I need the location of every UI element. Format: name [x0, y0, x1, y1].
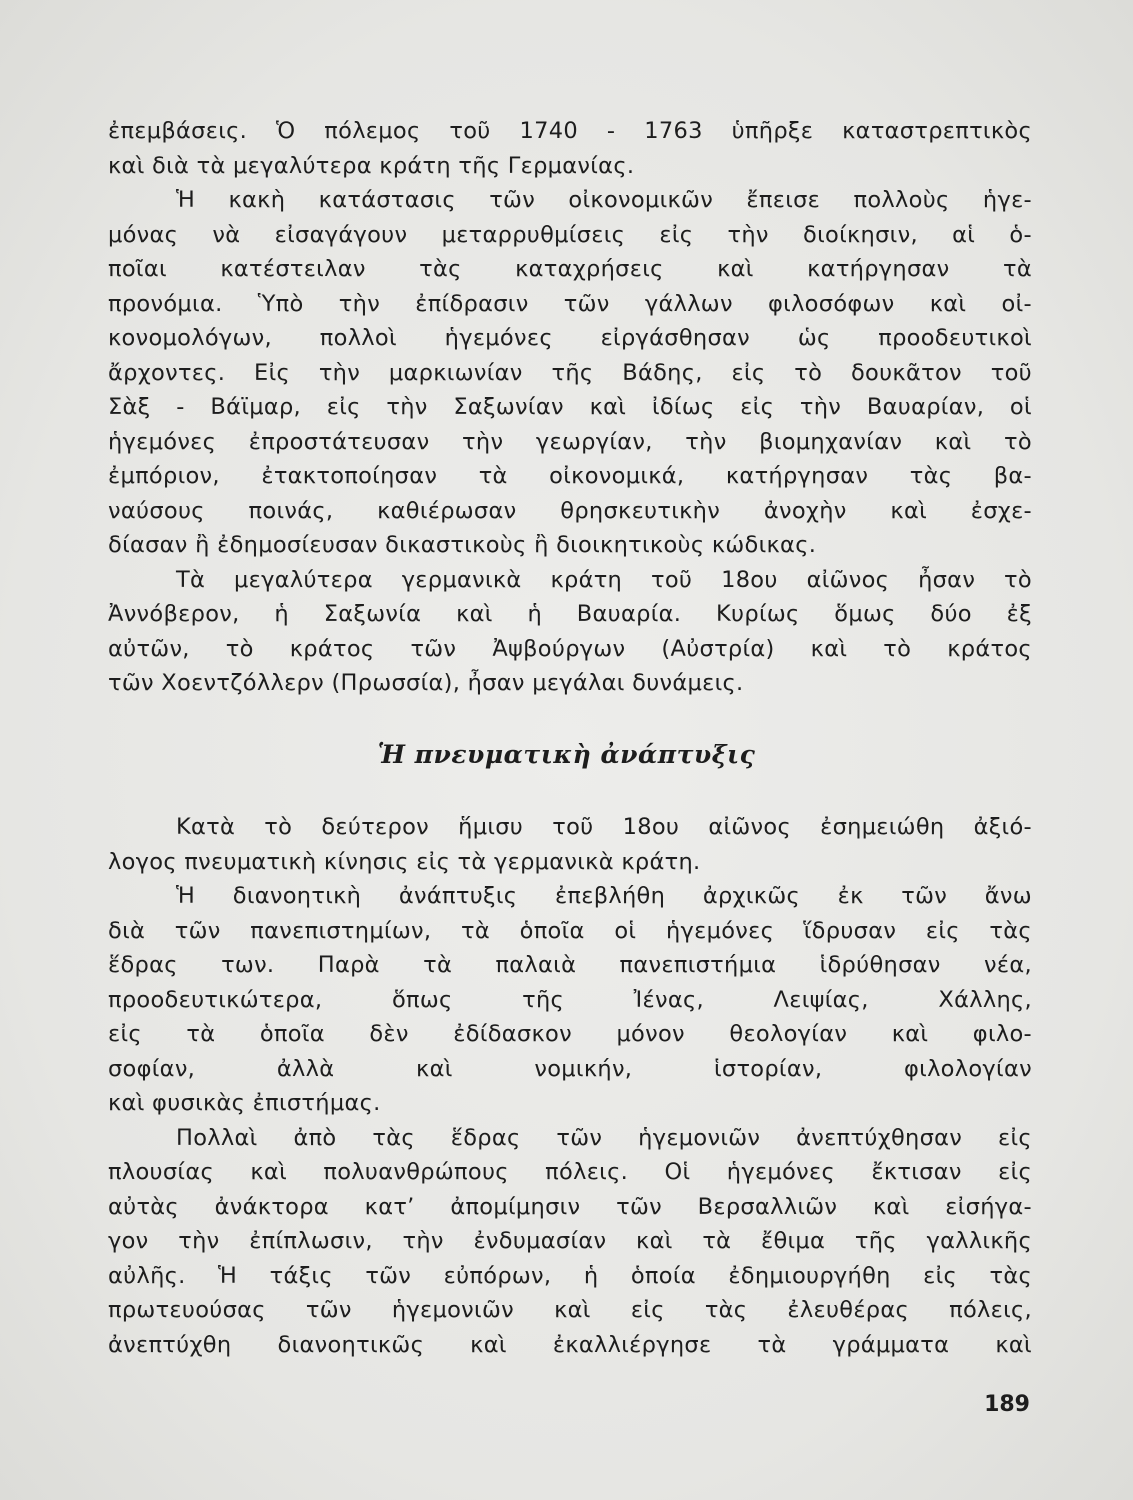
- paragraph-2-line-4: προνόμια. Ὑπὸ τὴν ἐπίδρασιν τῶν γάλλων φιλοσόφων καὶ οἰ-: [108, 290, 1032, 317]
- paragraph-6-line-6: πρωτευούσας τῶν ἡγεμονιῶν καὶ εἰς τὰς ἐλευθέρας πόλεις,: [108, 1297, 1032, 1323]
- paragraph-5-line-3: ἕδρας των. Παρὰ τὰ παλαιὰ πανεπιστήμια ἱδρύθησαν νέα,: [108, 952, 1032, 978]
- paragraph-2-line-8: ἡγεμόνες ἐπροστάτευσαν τὴν γεωργίαν, τὴν βιομηχανίαν καὶ τὸ: [108, 428, 1032, 455]
- paragraph-2-line-7: Σὰξ - Βάϊμαρ, εἰς τὴν Σαξωνίαν καὶ ἰδίως εἰς τὴν Βαυαρίαν, οἱ: [108, 394, 1032, 420]
- paragraph-2-line-1: Ἡ κακὴ κατάστασις τῶν οἰκονομικῶν ἔπεισε πολλοὺς ἡγε-: [176, 187, 1032, 213]
- paragraph-3-line-2: Ἀννόβερον, ἡ Σαξωνία καὶ ἡ Βαυαρία. Κυρίως ὅμως δύο ἐξ: [108, 601, 1032, 627]
- paragraph-2-line-5: κονομολόγων, πολλοὶ ἡγεμόνες εἰργάσθησαν ὡς προοδευτικοὶ: [108, 325, 1032, 351]
- paragraph-2-line-11: δίασαν ἢ ἐδημοσίευσαν δικαστικοὺς ἢ διοικητικοὺς κώδικας.: [108, 532, 817, 558]
- paragraph-4-line-1: Κατὰ τὸ δεύτερον ἥμισυ τοῦ 18ου αἰῶνος ἐσημειώθη ἀξιό-: [176, 814, 1032, 840]
- paragraph-1-line-2: καὶ διὰ τὰ μεγαλύτερα κράτη τῆς Γερμανίας.: [108, 152, 635, 179]
- paragraph-6-line-4: γον τὴν ἐπίπλωσιν, τὴν ἐνδυμασίαν καὶ τὰ ἔθιμα τῆς γαλλικῆς: [108, 1228, 1032, 1254]
- paragraph-5-line-1: Ἡ διανοητικὴ ἀνάπτυξις ἐπεβλήθη ἀρχικῶς ἐκ τῶν ἄνω: [176, 883, 1032, 909]
- page-number: 189: [984, 1392, 1030, 1417]
- text-block-top: [108, 114, 1032, 701]
- paragraph-2-line-9: ἐμπόριον, ἐτακτοποίησαν τὰ οἰκονομικά, κατήργησαν τὰς βα-: [108, 463, 1032, 489]
- paragraph-6-line-1: Πολλαὶ ἀπὸ τὰς ἕδρας τῶν ἡγεμονιῶν ἀνεπτύχθησαν εἰς: [176, 1124, 1032, 1151]
- paragraph-6-line-5: αὐλῆς. Ἡ τάξις τῶν εὐπόρων, ἡ ὁποία ἐδημιουργήθη εἰς τὰς: [108, 1262, 1032, 1289]
- text-block-bottom: [108, 810, 1032, 1362]
- paragraph-6-line-3: αὐτὰς ἀνάκτορα κατ’ ἀπομίμησιν τῶν Βερσαλλιῶν καὶ εἰσήγα-: [108, 1193, 1032, 1220]
- paragraph-5-line-2: διὰ τῶν πανεπιστημίων, τὰ ὁποῖα οἱ ἡγεμόνες ἵδρυσαν εἰς τὰς: [108, 917, 1032, 944]
- paragraph-3-line-4: τῶν Χοεντζόλλερν (Πρωσσία), ἦσαν μεγάλαι δυνάμεις.: [108, 670, 744, 696]
- paragraph-5-line-4: προοδευτικώτερα, ὅπως τῆς Ἰένας, Λειψίας, Χάλλης,: [108, 986, 1032, 1013]
- paragraph-6-line-2: πλουσίας καὶ πολυανθρώπους πόλεις. Οἱ ἡγεμόνες ἔκτισαν εἰς: [108, 1159, 1032, 1185]
- paragraph-2-line-10: ναύσους ποινάς, καθιέρωσαν θρησκευτικὴν ἀνοχὴν καὶ ἐσχε-: [108, 497, 1032, 524]
- paragraph-3-line-3: αὐτῶν, τὸ κράτος τῶν Ἀψβούργων (Αὐστρία) καὶ τὸ κράτος: [108, 635, 1032, 662]
- paragraph-5-line-7: καὶ φυσικὰς ἐπιστήμας.: [108, 1090, 381, 1116]
- paragraph-2-line-3: ποῖαι κατέστειλαν τὰς καταχρήσεις καὶ κατήργησαν τὰ: [108, 256, 1032, 282]
- paragraph-1-line-1: ἐπεμβάσεις. Ὁ πόλεμος τοῦ 1740 - 1763 ὑπῆρξε καταστρεπτικὸς: [108, 118, 1032, 144]
- paragraph-6-line-7: ἀνεπτύχθη διανοητικῶς καὶ ἐκαλλιέργησε τὰ γράμματα καὶ: [108, 1331, 1032, 1358]
- paragraph-4-line-2: λογος πνευματικὴ κίνησις εἰς τὰ γερμανικὰ κράτη.: [108, 848, 701, 875]
- paragraph-3-line-1: Τὰ μεγαλύτερα γερμανικὰ κράτη τοῦ 18ου αἰῶνος ἦσαν τὸ: [176, 566, 1032, 593]
- section-heading: Ἡ πνευματικὴ ἀνάπτυξις: [377, 740, 756, 769]
- paragraph-2-line-6: ἄρχοντες. Εἰς τὴν μαρκιωνίαν τῆς Βάδης, εἰς τὸ δουκᾶτον τοῦ: [108, 359, 1032, 386]
- paragraph-5-line-6: σοφίαν, ἀλλὰ καὶ νομικήν, ἱστορίαν, φιλολογίαν: [108, 1055, 1032, 1082]
- paragraph-2-line-2: μόνας νὰ εἰσαγάγουν μεταρρυθμίσεις εἰς τὴν διοίκησιν, αἱ ὁ-: [108, 221, 1032, 248]
- paragraph-5-line-5: εἰς τὰ ὁποῖα δὲν ἐδίδασκον μόνον θεολογίαν καὶ φιλο-: [108, 1021, 1032, 1047]
